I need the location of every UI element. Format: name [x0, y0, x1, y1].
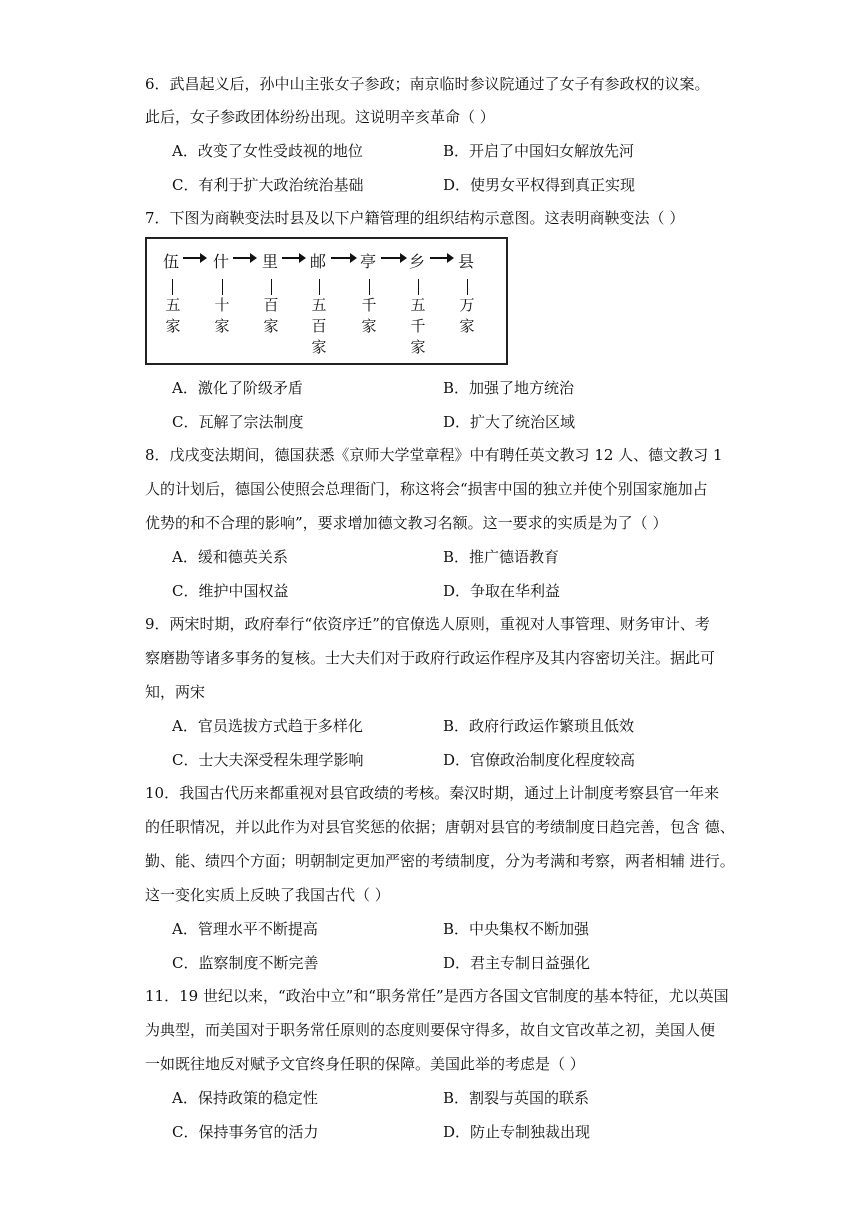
q9-line-2: 察磨勘等诸多事务的复核。士大夫们对于政府行政运作程序及其内容密切关注。据此可 [145, 649, 716, 667]
q10-option-a[interactable]: A．管理水平不断提高 [172, 920, 318, 938]
q10-option-b[interactable]: B．中央集权不断加强 [443, 920, 590, 938]
q6-option-d[interactable]: D．使男女平权得到真正实现 [443, 176, 636, 194]
diagram-node-xian: 县 [458, 252, 475, 271]
q9-option-b[interactable]: B．政府行政运作繁琐且低效 [443, 717, 635, 735]
q11-option-d[interactable]: D．防止专制独裁出现 [443, 1123, 591, 1141]
q6-option-a[interactable]: A．改变了女性受歧视的地位 [172, 142, 363, 160]
arrow-icon [233, 257, 251, 259]
q8-line-1: 8．戊戌变法期间，德国获悉《京师大学堂章程》中有聘任英文教习 12 人、德文教习 1 [145, 446, 723, 464]
q10-option-d[interactable]: D．君主专制日益强化 [443, 954, 591, 972]
q9-option-a[interactable]: A．官员选拔方式趋于多样化 [172, 717, 363, 735]
diagram-node-xiang: 乡 [409, 252, 426, 271]
diagram-node-you: 邮 [310, 252, 327, 271]
q11-option-c[interactable]: C．保持事务官的活力 [172, 1123, 319, 1141]
diagram-households-li: 百 家 [263, 296, 279, 335]
diagram-node-li: 里 [262, 252, 279, 271]
q8-option-a[interactable]: A．缓和德英关系 [172, 548, 288, 566]
q7-option-a[interactable]: A．激化了阶级矛盾 [172, 379, 303, 397]
q9-option-d[interactable]: D．官僚政治制度化程度较高 [443, 751, 636, 769]
q10-line-3: 勤、能、绩四个方面；明朝制定更加严密的考绩制度，分为考满和考察，两者相辅 进行。 [145, 852, 735, 870]
q9-option-c[interactable]: C．士大夫深受程朱理学影响 [172, 751, 364, 769]
q6-line-2: 此后，女子参政团体纷纷出现。这说明辛亥革命（ ） [145, 108, 495, 126]
diagram-connector [369, 279, 370, 295]
diagram-connector [172, 279, 173, 295]
q10-option-c[interactable]: C．监察制度不断完善 [172, 954, 319, 972]
diagram-connector [418, 279, 419, 295]
q7-option-c[interactable]: C．瓦解了宗法制度 [172, 413, 304, 431]
diagram-connector [467, 279, 468, 295]
diagram-node-ting: 亭 [360, 252, 377, 271]
q7-option-b[interactable]: B．加强了地方统治 [443, 379, 575, 397]
q10-line-4: 这一变化实质上反映了我国古代（ ） [145, 886, 390, 904]
q7-option-d[interactable]: D．扩大了统治区域 [443, 413, 576, 431]
diagram-connector [319, 279, 320, 295]
diagram-node-wu: 伍 [163, 252, 180, 271]
q7-line-1: 7．下图为商鞅变法时县及以下户籍管理的组织结构示意图。这表明商鞅变法（ ） [145, 209, 685, 227]
q8-option-c[interactable]: C．维护中国权益 [172, 582, 289, 600]
arrow-icon [381, 257, 401, 259]
diagram-households-xiang: 五 千 家 [410, 296, 426, 356]
q8-option-b[interactable]: B．推广德语教育 [443, 548, 560, 566]
q8-line-3: 优势的和不合理的影响”，要求增加德文教习名额。这一要求的实质是为了（ ） [145, 514, 668, 532]
q8-line-2: 人的计划后，德国公使照会总理衙门，称这将会“损害中国的独立并使个别国家施加占 [145, 480, 708, 498]
diagram-households-xian: 万 家 [459, 296, 475, 335]
arrow-icon [183, 257, 201, 259]
arrow-icon [331, 257, 351, 259]
q11-line-2: 为典型，而美国对于职务常任原则的态度则要保守得多，故自文官改革之初，美国人便 [145, 1021, 716, 1039]
diagram-households-ting: 千 家 [361, 296, 377, 335]
diagram-households-shi: 十 家 [214, 296, 230, 335]
arrow-icon [282, 257, 300, 259]
q6-line-1: 6．武昌起义后，孙中山主张女子参政；南京临时参议院通过了女子有参政权的议案。 [145, 75, 710, 93]
q9-line-1: 9．两宋时期，政府奉行“依资序迁”的官僚选人原则，重视对人事管理、财务审计、考 [145, 615, 710, 633]
q10-line-1: 10．我国古代历来都重视对县官政绩的考核。秦汉时期，通过上计制度考察县官一年来 [145, 784, 720, 802]
diagram-node-shi: 什 [213, 252, 230, 271]
diagram-households-you: 五 百 家 [311, 296, 327, 356]
q11-option-a[interactable]: A．保持政策的稳定性 [172, 1089, 318, 1107]
q11-option-b[interactable]: B．割裂与英国的联系 [443, 1089, 590, 1107]
diagram-connector [222, 279, 223, 295]
q10-line-2: 的任职情况，并以此作为对县官奖惩的依据；唐朝对县官的考绩制度日趋完善，包含 德、 [145, 818, 735, 836]
diagram-connector [271, 279, 272, 295]
q6-option-b[interactable]: B．开启了中国妇女解放先河 [443, 142, 635, 160]
q8-option-d[interactable]: D．争取在华利益 [443, 582, 561, 600]
q6-option-c[interactable]: C．有利于扩大政治统治基础 [172, 176, 364, 194]
diagram-households-wu: 五 家 [165, 296, 181, 335]
q11-line-1: 11．19 世纪以来，“政治中立”和“职务常任”是西方各国文官制度的基本特征，尤以英国 [145, 987, 729, 1005]
household-structure-diagram [145, 237, 508, 365]
q9-line-3: 知，两宋 [145, 683, 206, 701]
arrow-icon [430, 257, 448, 259]
q11-line-3: 一如既往地反对赋予文官终身任职的保障。美国此举的考虑是（ ） [145, 1055, 585, 1073]
